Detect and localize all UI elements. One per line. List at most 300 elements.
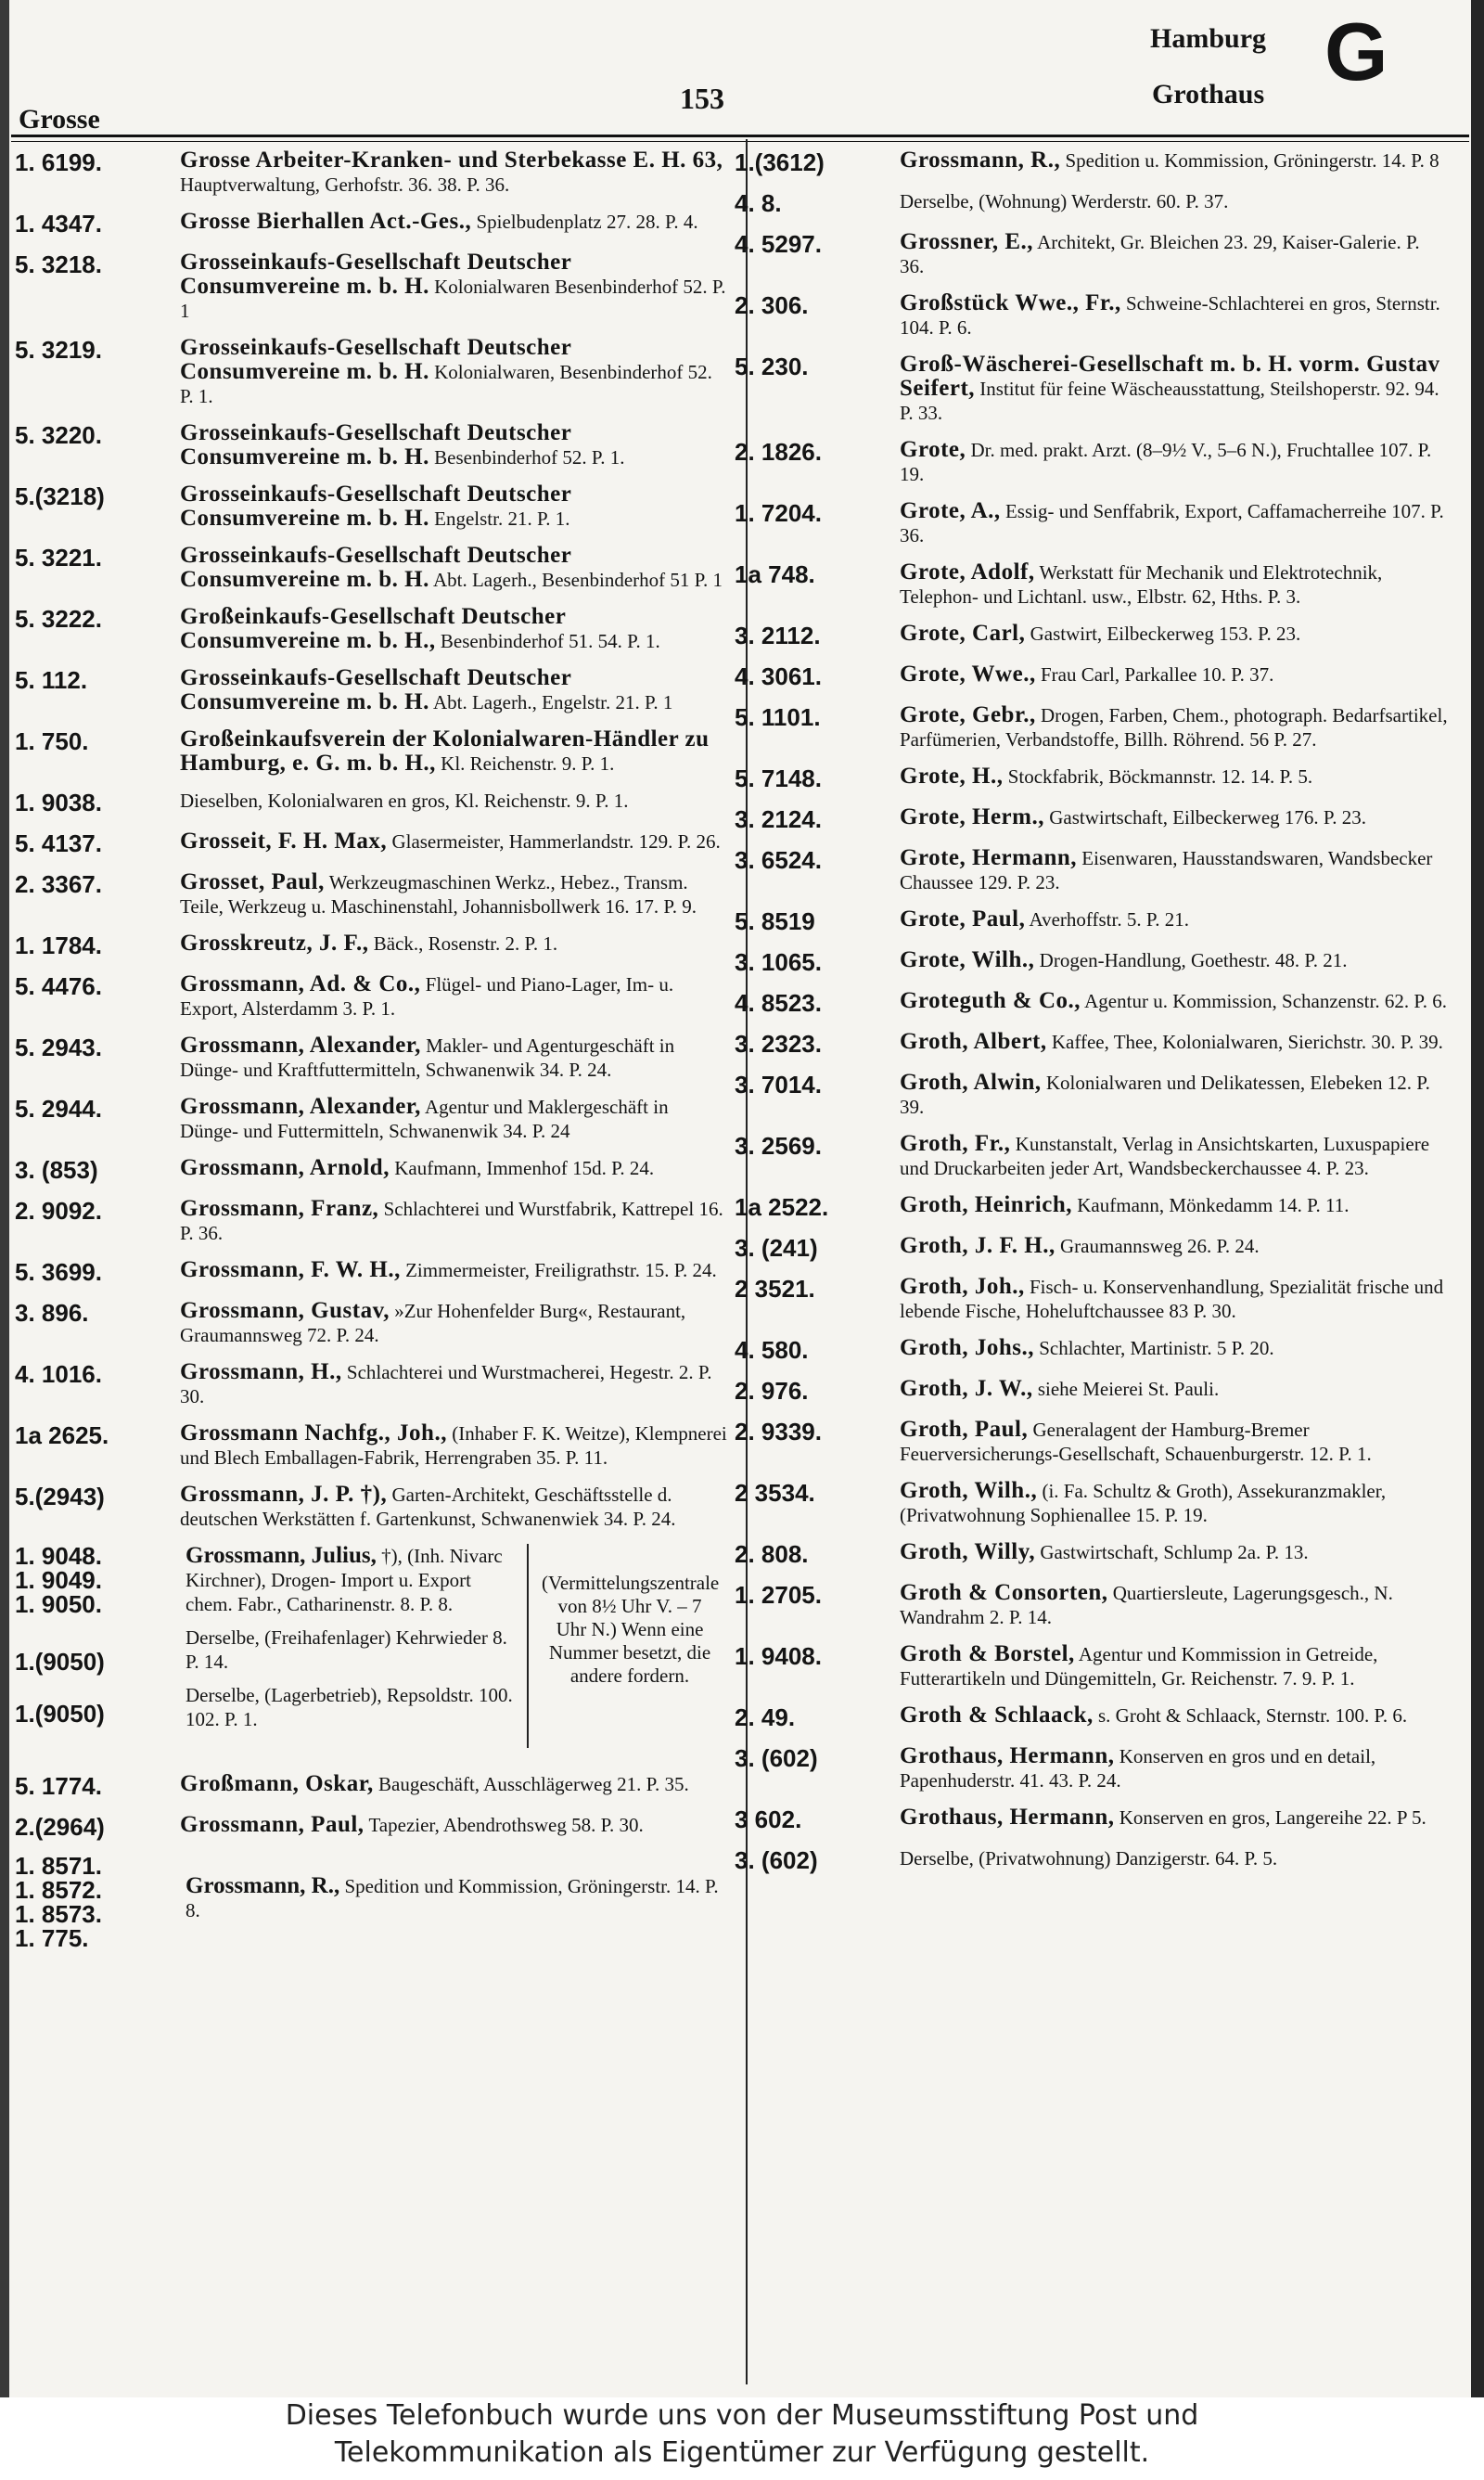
entry-name: Grossmann, Arnold, (180, 1155, 390, 1180)
entry-name: Grossmann, R., (900, 148, 1061, 173)
entry-text (900, 1275, 1449, 1323)
entry-details: Schlachterei und Wurstmacherei, Hegestr. 2. P. 30. (180, 1361, 712, 1407)
phone-number: 5. 3221. (15, 544, 102, 572)
directory-entry (735, 1275, 1449, 1323)
entry-text (900, 1336, 1449, 1360)
entry-details: Schweine-Schlachterei en gros, Sternstr. 104. P. 6. (900, 292, 1440, 339)
entry-details: Essig- und Senffabrik, Export, Caffamacherreihe 107. P. 36. (900, 500, 1444, 546)
directory-entry (15, 1299, 729, 1347)
phone-number: 5. 4476. (15, 972, 102, 1000)
entry-details: Derselbe, (Lagerbetrieb), Repsoldstr. 100. 102. P. 1. (186, 1684, 513, 1730)
spacer (15, 1674, 174, 1702)
entry-text (180, 210, 729, 234)
entry-details: †), (Inh. Nivarc Kirchner), Drogen- Import u. Export chem. Fabr., Catharinenstr. 8. P. 8. (186, 1545, 503, 1615)
entry-text (180, 544, 729, 592)
entry-text (180, 666, 729, 714)
entry-text (900, 1071, 1449, 1119)
entry-name: Grossmann Nachfg., Joh., (180, 1420, 447, 1446)
entry-details: Werkzeugmaschinen Werkz., Hebez., Transm. Teile, Werkzeug u. Maschinenstahl, Johannisbollwerk 16. 17. P. 9. (180, 871, 697, 918)
entry-name: Groth, Johs., (900, 1335, 1034, 1360)
entry-details: Kolonialwaren Besenbinderhof 52. P. 1 (180, 276, 726, 322)
directory-entry (15, 482, 729, 531)
switchboard-note: (Vermittelungszentrale von 8½ Uhr V. – 7 Uhr N.) Wenn eine Nummer besetzt, die andere fordern. (542, 1572, 720, 1687)
phone-number: 1. 2705. (735, 1581, 822, 1609)
entry-name: Grossner, E., (900, 229, 1034, 254)
entry-name: Grosse Bierhallen Act.-Ges., (180, 209, 472, 234)
entry-text (180, 336, 729, 408)
entry-name: Grosse Arbeiter-Kranken- und Sterbekasse E. H. 63, (180, 148, 723, 173)
entry-details: Kolonialwaren und Delikatessen, Elebeken 12. P. 39. (900, 1072, 1430, 1118)
entry-details: Agentur und Kommission in Getreide, Futterartikeln und Düngemitteln, Gr. Reichenstr. 7. 9. P. 1. (900, 1643, 1378, 1690)
left-entry-list (15, 148, 729, 1531)
phone-number: 2. 49. (735, 1703, 796, 1731)
phone-number: 5.(2943) (15, 1483, 105, 1510)
entry-details: Spielbudenplatz 27. 28. P. 4. (476, 211, 698, 233)
entry-name: Großstück Wwe., Fr., (900, 290, 1121, 315)
directory-entry (735, 662, 1449, 690)
entry-text (900, 622, 1449, 646)
entry-text (900, 1030, 1449, 1054)
footer-line: Telekommunikation als Eigentümer zur Verfügung gestellt. (334, 2436, 1150, 2469)
entry-text (900, 560, 1449, 609)
directory-entry (15, 251, 729, 323)
directory-entry (15, 421, 729, 469)
directory-entry (735, 703, 1449, 752)
phone-number: 1. 750. (15, 727, 89, 755)
directory-entry (15, 727, 729, 776)
entry-details: Abt. Lagerh., Besenbinderhof 51 P. 1 (432, 569, 723, 591)
entry-details: Generalagent der Hamburg-Bremer Feuerversicherungs-Gesellschaft, Schauenburgerstr. 12. P. 1. (900, 1419, 1372, 1465)
directory-entry (735, 1846, 1449, 1874)
phone-number: 1.(9050) (15, 1700, 105, 1728)
left-column (15, 148, 729, 1971)
entry-name: Grosseinkaufs-Gesellschaft Deutscher Consumvereine m. b. H. (180, 335, 571, 384)
section-letter: G (1324, 6, 1388, 97)
entry-details: Bäck., Rosenstr. 2. P. 1. (373, 932, 558, 955)
entry-text (180, 482, 729, 531)
directory-entry (15, 1034, 729, 1082)
entry-details: Averhoffstr. 5. P. 21. (1029, 908, 1189, 931)
phone-number: 5. 7148. (735, 765, 822, 792)
directory-entry (735, 1132, 1449, 1180)
phone-number: 2. 808. (735, 1540, 809, 1568)
phone-number: 2. 306. (735, 291, 809, 319)
entry-name: Groth, J. F. H., (900, 1233, 1055, 1258)
entry-details: Hauptverwaltung, Gerhofstr. 36. 38. P. 36. (180, 173, 510, 196)
phone-number: 3. 1065. (735, 948, 822, 976)
phone-number: 3. 7014. (735, 1071, 822, 1099)
entry-name: Groth, Wilh., (900, 1478, 1038, 1503)
entry-details: Konserven en gros, Langereihe 22. P 5. (1119, 1806, 1426, 1829)
directory-entry (735, 622, 1449, 649)
scan-edge-right (1471, 0, 1484, 2397)
entry-text (900, 148, 1449, 173)
entry-text (900, 291, 1449, 340)
entry-text (900, 989, 1449, 1013)
phone-number: 1. 1784. (15, 932, 102, 959)
phone-number: 2 3521. (735, 1275, 815, 1303)
entry-details: Engelstr. 21. P. 1. (434, 508, 570, 530)
entry-name: Großmann, Oskar, (180, 1771, 374, 1796)
directory-entry (735, 846, 1449, 894)
entry-text (900, 1744, 1449, 1793)
entry-details: (Inhaber F. K. Weitze), Klempnerei und Blech Emballagen-Fabrik, Herrengraben 35. P. 11. (180, 1422, 727, 1469)
entry-details: Gastwirtschaft, Eilbeckerweg 176. P. 23. (1049, 806, 1366, 829)
entry-name: Grosskreutz, J. F., (180, 931, 369, 956)
directory-entry (735, 989, 1449, 1017)
phone-number: 4. 8. (735, 189, 782, 217)
phone-number: 2. 1826. (735, 438, 822, 466)
directory-entry (735, 1744, 1449, 1793)
entry-details: Architekt, Gr. Bleichen 23. 29, Kaiser-Galerie. P. 36. (900, 231, 1420, 277)
entry-name: Grothaus, Hermann, (900, 1743, 1115, 1768)
entry-name: Großeinkaufs-Gesellschaft Deutscher Consumvereine m. b. H., (180, 604, 566, 653)
directory-entry (735, 1703, 1449, 1731)
directory-entry (15, 148, 729, 197)
entry-name: Grossmann, Paul, (180, 1812, 365, 1837)
entry-text (900, 230, 1449, 278)
entry-details: Stockfabrik, Böckmannstr. 12. 14. P. 5. (1007, 765, 1313, 788)
footer-line: Dieses Telefonbuch wurde uns von der Museumsstiftung Post und (285, 2399, 1199, 2432)
bracket (527, 1544, 536, 1748)
entry-text (180, 1156, 729, 1180)
entry-details: Kaffee, Thee, Kolonialwaren, Sierichstr. 30. P. 39. (1051, 1031, 1443, 1053)
phone-number: 1. 7204. (735, 499, 822, 527)
entry-details: Tapezier, Abendrothsweg 58. P. 30. (368, 1814, 644, 1836)
entry-text (180, 727, 729, 776)
entry-name: Grosseit, F. H. Max, (180, 829, 388, 854)
entry-text (900, 499, 1449, 547)
phone-number: 5. 2944. (15, 1095, 102, 1123)
directory-entry (15, 1483, 729, 1531)
entry-text (180, 1421, 729, 1470)
phone-number: 5. 3699. (15, 1258, 102, 1286)
entry-details: Kolonialwaren, Besenbinderhof 52. P. 1. (180, 361, 712, 407)
entry-details: Eisenwaren, Hausstandswaren, Wandsbecker Chaussee 129. P. 23. (900, 847, 1433, 893)
entry-text (900, 662, 1449, 687)
directory-entry (735, 907, 1449, 935)
entry-name: Groth & Borstel, (900, 1641, 1075, 1666)
entry-name: Grote, Carl, (900, 621, 1026, 646)
entry-text (900, 1540, 1449, 1564)
directory-entry (15, 666, 729, 714)
entry-text (180, 1813, 729, 1837)
entry-details: Fisch- u. Konservenhandlung, Spezialität frische und lebende Fische, Hoheluftchaussee 83 P. 30. (900, 1276, 1444, 1322)
phone-number: 1.(9050) (15, 1648, 105, 1676)
phone-number: 3. 2112. (735, 622, 821, 649)
directory-entry (735, 1336, 1449, 1364)
entry-details: Garten-Architekt, Geschäftsstelle d. deutschen Werkstätten f. Gartenkunst, Schwanenwiek 34. P. 24. (180, 1484, 676, 1530)
r-numbers (15, 1854, 174, 1950)
phone-number: 1. 8571. (15, 1852, 102, 1880)
entry-name: Groth, J. W., (900, 1376, 1033, 1401)
entry-text (186, 1544, 519, 1616)
directory-entry (15, 829, 729, 857)
right-column (735, 148, 1449, 1887)
phone-number: 2. 9339. (735, 1418, 822, 1446)
entry-name: Grosset, Paul, (180, 869, 325, 894)
directory-entry (15, 1772, 729, 1800)
entry-name: Groth, Fr., (900, 1131, 1011, 1156)
entry-text (180, 1197, 729, 1245)
entry-details: Glasermeister, Hammerlandstr. 129. P. 26. (391, 830, 721, 853)
entry-text (900, 907, 1449, 932)
entry-details: Drogen, Farben, Chem., photograph. Bedarfsartikel, Parfümerien, Verbandstoffe, Billh. Röhrend. 56 P. 27. (900, 704, 1448, 751)
entry-details: Gastwirtschaft, Schlump 2a. P. 13. (1040, 1541, 1309, 1563)
phone-number: 4. 3061. (735, 662, 822, 690)
entry-name: Grossmann, J. P. †), (180, 1482, 388, 1507)
entry-name: Grote, Wilh., (900, 947, 1035, 972)
phone-number: 1. 4347. (15, 210, 102, 238)
directory-entry (15, 1095, 729, 1143)
directory-entry (15, 605, 729, 653)
phone-number: 3. (602) (735, 1846, 818, 1874)
entry-text (180, 1772, 729, 1796)
entry-details: Baugeschäft, Ausschlägerweg 21. P. 35. (378, 1773, 689, 1795)
directory-entry (15, 789, 729, 816)
entry-details: siehe Meierei St. Pauli. (1037, 1378, 1220, 1400)
phone-number: 4. 580. (735, 1336, 809, 1364)
directory-entry (735, 1581, 1449, 1629)
phone-number: 2.(2964) (15, 1813, 105, 1841)
julius-body (186, 1544, 519, 1731)
phone-number: 5. 230. (735, 353, 809, 380)
phone-number: 5. 3222. (15, 605, 102, 633)
directory-entry (735, 148, 1449, 176)
phone-number: 3. (853) (15, 1156, 98, 1184)
entry-details: Flügel- und Piano-Lager, Im- u. Export, Alsterdamm 3. P. 1. (180, 973, 674, 1020)
phone-number: 1a 748. (735, 560, 815, 588)
spacer (15, 1616, 174, 1650)
entry-text (180, 1034, 729, 1082)
entry-text (900, 1132, 1449, 1180)
entry-details: Drogen-Handlung, Goethestr. 48. P. 21. (1039, 949, 1348, 971)
entry-details: Abt. Lagerh., Engelstr. 21. P. 1 (432, 691, 673, 713)
directory-entry (735, 189, 1449, 217)
directory-entry (735, 805, 1449, 833)
entry-text (180, 1483, 729, 1531)
page-number: 153 (680, 82, 724, 115)
entry-text (900, 948, 1449, 972)
entry-text (900, 703, 1449, 752)
entry-name: Grossmann, R., (186, 1873, 340, 1898)
directory-entry (735, 948, 1449, 976)
entry-name: Grote, Gebr., (900, 702, 1036, 727)
directory-entry (735, 1071, 1449, 1119)
entry-details: Spedition und Kommission, Gröningerstr. 14. P. 8. (186, 1875, 719, 1921)
entry-details: Derselbe, (Wohnung) Werderstr. 60. P. 37. (900, 190, 1229, 212)
directory-entry (15, 544, 729, 592)
directory-entry (15, 932, 729, 959)
entry-text (900, 1703, 1449, 1728)
phone-number: 2. 3367. (15, 870, 102, 898)
phone-number: 5. 8519 (735, 907, 815, 935)
directory-entry (15, 1360, 729, 1408)
entry-details: Werkstatt für Mechanik und Elektrotechnik, Telephon- und Lichtanl. usw., Elbstr. 62, Hths. P. 3. (900, 561, 1383, 608)
header-left-keyword: Grosse (19, 104, 100, 135)
entry-text (900, 1479, 1449, 1527)
r-body (186, 1874, 723, 1922)
directory-entry (735, 1642, 1449, 1690)
julius-entry-block (15, 1544, 729, 1757)
entry-name: Grote, Adolf, (900, 559, 1035, 585)
phone-number: 3 602. (735, 1805, 802, 1833)
entry-text (180, 870, 729, 919)
header-right-keyword: Grothaus (1152, 79, 1265, 109)
directory-entry (15, 972, 729, 1021)
entry-name: Grote, H., (900, 764, 1004, 789)
entry-name: Groth, Albert, (900, 1029, 1047, 1054)
entry-name: Groth, Joh., (900, 1274, 1025, 1299)
entry-details: Schlachterei und Wurstfabrik, Kattrepel 16. P. 36. (180, 1198, 723, 1244)
footer-notice (0, 2397, 1484, 2480)
phone-number: 4. 5297. (735, 230, 822, 258)
entry-name: Grothaus, Hermann, (900, 1805, 1115, 1830)
entry-name: Grossmann, Alexander, (180, 1033, 421, 1058)
entry-text (900, 805, 1449, 829)
entry-name: Groth & Consorten, (900, 1580, 1108, 1605)
entry-name: Grote, Wwe., (900, 662, 1036, 687)
directory-entry (15, 1156, 729, 1184)
entry-text (900, 1377, 1449, 1401)
entry-details: Frau Carl, Parkallee 10. P. 37. (1040, 663, 1274, 686)
phone-number: 1. 6199. (15, 148, 102, 176)
entry-details: Kaufmann, Mönkedamm 14. P. 11. (1077, 1194, 1350, 1216)
entry-details: Kl. Reichenstr. 9. P. 1. (441, 752, 615, 775)
phone-number: 5. 3218. (15, 251, 102, 278)
entry-text (900, 1846, 1449, 1870)
entry-name: Groth, Alwin, (900, 1070, 1042, 1095)
entry-details: Gastwirt, Eilbeckerweg 153. P. 23. (1030, 623, 1301, 645)
directory-entry (735, 1479, 1449, 1527)
phone-number: 4. 1016. (15, 1360, 102, 1388)
phone-number: 3. 896. (15, 1299, 89, 1327)
right-entry-list (735, 148, 1449, 1874)
phone-number: 1.(3612) (735, 148, 825, 176)
directory-entry (735, 1030, 1449, 1058)
entry-text (180, 421, 729, 469)
entry-text (180, 1258, 729, 1282)
entry-details: s. Groht & Schlaack, Sternstr. 100. P. 6. (1098, 1704, 1408, 1727)
phone-number: 5.(3218) (15, 482, 105, 510)
phone-number: 3. 2323. (735, 1030, 822, 1058)
directory-entry (15, 1421, 729, 1470)
directory-entry (735, 1234, 1449, 1262)
entry-text (180, 148, 729, 197)
entry-text (180, 251, 729, 323)
entry-name: Großeinkaufsverein der Kolonialwaren-Händler zu Hamburg, e. G. m. b. H., (180, 726, 710, 776)
directory-entry (735, 438, 1449, 486)
entry-name: Groth, Paul, (900, 1417, 1029, 1442)
directory-entry (735, 499, 1449, 547)
directory-entry (735, 765, 1449, 792)
entry-text (900, 765, 1449, 789)
phone-number: 2 3534. (735, 1479, 815, 1507)
entry-details: Institut für feine Wäscheausstattung, Steilshoperstr. 92. 94. P. 33. (900, 378, 1439, 424)
entry-text (900, 1418, 1449, 1466)
phone-number: 1a 2625. (15, 1421, 109, 1449)
entry-text (180, 1095, 729, 1143)
entry-details: »Zur Hohenfelder Burg«, Restaurant, Graumannsweg 72. P. 24. (180, 1300, 686, 1346)
entry-details: Makler- und Agenturgeschäft in Dünge- und Kraftfuttermitteln, Schwanenwik 34. P. 24. (180, 1034, 675, 1081)
entry-name: Grossmann, Ad. & Co., (180, 971, 421, 996)
entry-name: Grossmann, Gustav, (180, 1298, 390, 1323)
phone-number: 1. 8573. (15, 1900, 102, 1928)
phone-number: 1. 9049. (15, 1566, 102, 1594)
phone-number: 3. (602) (735, 1744, 818, 1772)
phone-number: 2. 976. (735, 1377, 809, 1405)
entry-text (900, 1642, 1449, 1690)
entry-name: Grossmann, Julius, (186, 1543, 377, 1568)
entry-name: Grossmann, Franz, (180, 1196, 379, 1221)
directory-entry (15, 336, 729, 408)
entry-text (180, 972, 729, 1021)
phone-number: 5. 1774. (15, 1772, 102, 1800)
entry-name: Grossmann, H., (180, 1359, 342, 1384)
phone-number: 5. 112. (15, 666, 88, 694)
entry-text (180, 789, 729, 813)
entry-name: Grote, Paul, (900, 906, 1026, 932)
entry-name: Grote, A., (900, 498, 1001, 523)
phone-number: 1. 9048. (15, 1542, 102, 1570)
phone-number: 4. 8523. (735, 989, 822, 1017)
entry-name: Grossmann, F. W. H., (180, 1257, 401, 1282)
entry-details: Derselbe, (Privatwohnung) Danzigerstr. 64. P. 5. (900, 1847, 1278, 1870)
directory-entry (735, 1193, 1449, 1221)
r-entry-block (15, 1854, 729, 1956)
left-entry-list-after (15, 1772, 729, 1841)
entry-name: Grossmann, Alexander, (180, 1094, 421, 1119)
entry-details: Derselbe, (Freihafenlager) Kehrwieder 8. P. 14. (186, 1626, 507, 1673)
entry-details: Kunstanstalt, Verlag in Ansichtskarten, Luxuspapiere und Druckarbeiten jeder Art, Wandsbeckerchaussee 4. P. 23. (900, 1133, 1430, 1179)
entry-details: Konserven en gros und en detail, Papenhuderstr. 41. 43. P. 24. (900, 1745, 1376, 1792)
phone-number: 1. 9038. (15, 789, 102, 816)
directory-entry (735, 1805, 1449, 1833)
entry-details: Besenbinderhof 51. 54. P. 1. (440, 630, 660, 652)
header-rule-thin (11, 141, 1469, 142)
entry-text (900, 846, 1449, 894)
header-rule (11, 135, 1469, 137)
entry-text (900, 1805, 1449, 1830)
entry-details: Dieselben, Kolonialwaren en gros, Kl. Reichenstr. 9. P. 1. (180, 790, 629, 812)
entry-details: Dr. med. prakt. Arzt. (8–9½ V., 5–6 N.), Fruchtallee 107. P. 19. (900, 439, 1432, 485)
phone-number: 5. 2943. (15, 1034, 102, 1061)
entry-text (900, 438, 1449, 486)
entry-name: Grosseinkaufs-Gesellschaft Deutscher Consumvereine m. b. H. (180, 250, 571, 299)
entry-name: Grote, Herm., (900, 804, 1044, 829)
directory-entry (735, 1377, 1449, 1405)
phone-number: 1. 9050. (15, 1590, 102, 1618)
header-city: Hamburg (1150, 23, 1267, 54)
directory-entry (735, 353, 1449, 425)
entry-text (900, 1234, 1449, 1258)
phone-number: 3. 2569. (735, 1132, 822, 1160)
entry-details: Zimmermeister, Freiligrathstr. 15. P. 24. (405, 1259, 717, 1281)
entry-text (180, 932, 729, 956)
entry-name: Grote, (900, 437, 966, 462)
phone-number: 1a 2522. (735, 1193, 829, 1221)
entry-details: Spedition u. Kommission, Gröningerstr. 14. P. 8 (1065, 149, 1439, 172)
entry-details: Kaufmann, Immenhof 15d. P. 24. (394, 1157, 655, 1179)
phone-number: 5. 3220. (15, 421, 102, 449)
entry-details: Quartiersleute, Lagerungsgesch., N. Wandrahm 2. P. 14. (900, 1582, 1393, 1628)
entry-name: Grosseinkaufs-Gesellschaft Deutscher Consumvereine m. b. H. (180, 543, 571, 592)
phone-number: 1. 8572. (15, 1876, 102, 1904)
directory-entry (735, 1540, 1449, 1568)
directory-entry (735, 560, 1449, 609)
directory-entry (735, 230, 1449, 278)
phone-number: 3. (241) (735, 1234, 818, 1262)
